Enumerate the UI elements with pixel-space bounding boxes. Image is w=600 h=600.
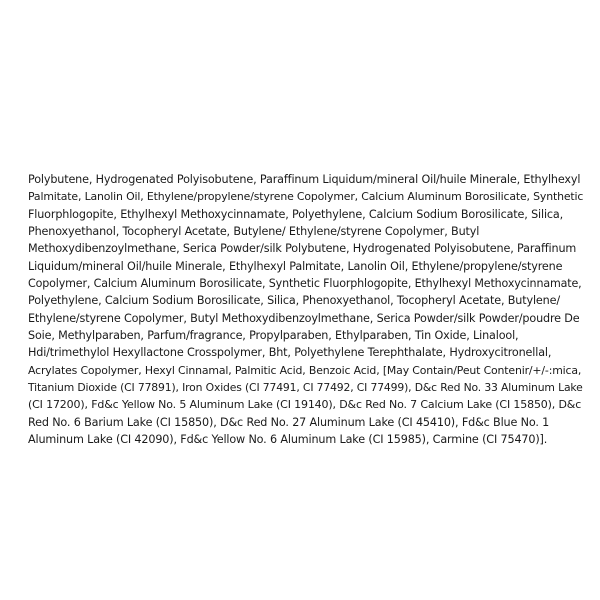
ingredients-line: Ethylene/styrene Copolymer, Butyl Methoxydibenzoylmethane, Serica Powder/silk Powder/poudre De xyxy=(28,311,580,325)
ingredients-line: Copolymer, Calcium Aluminum Borosilicate, Synthetic Fluorphlogopite, Ethylhexyl Methoxycinnamate, xyxy=(28,277,582,291)
ingredients-line: Acrylates Copolymer, Hexyl Cinnamal, Palmitic Acid, Benzoic Acid, [May Contain/Peut Contenir/+/-:mica, xyxy=(28,363,582,377)
ingredients-line: Polybutene, Hydrogenated Polyisobutene, Paraffinum Liquidum/mineral Oil/huile Minerale, Ethylhexyl xyxy=(28,173,581,186)
ingredients-line: Liquidum/mineral Oil/huile Minerale, Ethylhexyl Palmitate, Lanolin Oil, Ethylene/propylene/styrene xyxy=(28,259,563,273)
ingredients-line: (CI 17200), Fd&c Yellow No. 5 Aluminum Lake (CI 19140), D&c Red No. 7 Calcium Lake (CI 15850), D&c xyxy=(28,398,582,412)
ingredients-line: Phenoxyethanol, Tocopheryl Acetate, Butylene/ Ethylene/styrene Copolymer, Butyl xyxy=(28,225,480,239)
ingredients-line: Methoxydibenzoylmethane, Serica Powder/silk Polybutene, Hydrogenated Polyisobutene, Paraffinum xyxy=(28,242,577,256)
ingredients-line: Palmitate, Lanolin Oil, Ethylene/propylene/styrene Copolymer, Calcium Aluminum Borosilicate, Synthetic xyxy=(28,190,584,204)
ingredients-line: Soie, Methylparaben, Parfum/fragrance, Propylparaben, Ethylparaben, Tin Oxide, Linalool, xyxy=(28,329,519,343)
ingredients-line: Titanium Dioxide (CI 77891), Iron Oxides (CI 77491, CI 77492, CI 77499), D&c Red No. 33 Aluminum Lake xyxy=(28,381,583,395)
ingredients-line: Red No. 6 Barium Lake (CI 15850), D&c Red No. 27 Aluminum Lake (CI 45410), Fd&c Blue No. 1 xyxy=(28,415,550,429)
ingredients-line: Fluorphlogopite, Ethylhexyl Methoxycinnamate, Polyethylene, Calcium Sodium Borosilicate, Silica, xyxy=(28,207,564,221)
ingredients-line: Polyethylene, Calcium Sodium Borosilicate, Silica, Phenoxyethanol, Tocopheryl Acetate, Butylene/ xyxy=(28,294,560,308)
ingredients-line: Hdi/trimethylol Hexyllactone Crosspolymer, Bht, Polyethylene Terephthalate, Hydroxycitronellal, xyxy=(28,346,552,360)
ingredients-line: Aluminum Lake (CI 42090), Fd&c Yellow No. 6 Aluminum Lake (CI 15985), Carmine (CI 75470)]. xyxy=(28,433,548,447)
ingredients-text-block xyxy=(28,171,584,449)
